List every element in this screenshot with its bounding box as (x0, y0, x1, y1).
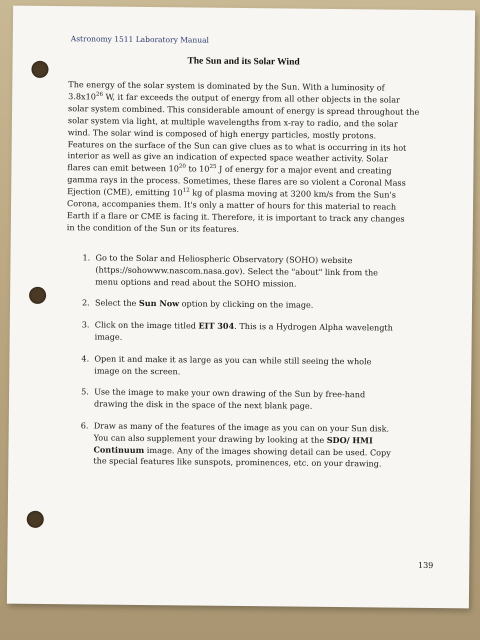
intro-line: solar system via light, at multiple wavelengths from x-ray to radio, and the solar (67, 114, 398, 129)
intro-paragraph (67, 79, 421, 237)
step-6: 6. Draw as many of the features of the image as you can on your Sun disk. You can also supplement your drawing by looking at the SDO/ HMI Continuum image. Any of the images showing detail can be used. Copy the special features like sunspots, prominences, etc. on your drawing. (80, 420, 391, 469)
step-4: 4. Open it and make it as large as you can while still seeing the whole image on the screen. (81, 353, 372, 376)
instruction-list (80, 252, 422, 471)
step-5: 5. Use the image to make your own drawing of the Sun by free-hand drawing the disk in the space of the next blank page. (81, 386, 366, 411)
page-title: The Sun and its Solar Wind (187, 56, 300, 68)
step-2: 2. Select the Sun Now option by clicking on the image. (81, 297, 314, 311)
intro-line: Earth if a flare or CME is facing it. Therefore, it is important to track any changes (66, 210, 405, 224)
intro-line: interior as well as give an indication of expected space weather activity. Solar (67, 150, 388, 164)
step-1: 1. Go to the Solar and Heliospheric Observatory (SOHO) website (https://sohowww.nascom.nasa.gov). Select the "about" link from the menu options and read about the SOHO mission. (82, 252, 379, 289)
intro-line: The energy of the solar system is dominated by the Sun. With a luminosity of (68, 79, 385, 93)
manual-page (7, 6, 475, 609)
intro-line: flares can emit between $10^{20}$ to $10^{25}$ J of energy for a major event and creating (67, 162, 392, 176)
page-number: 139 (417, 560, 434, 571)
manual-header: Astronomy 1511 Laboratory Manual (70, 34, 210, 45)
step-3: 3. Click on the image titled EIT 304. This is a Hydrogen Alpha wavelength image. (81, 319, 393, 342)
intro-line: Features on the surface of the Sun can give clues as to what is occurring in its hot (67, 138, 407, 153)
intro-line: gamma rays in the process. Sometimes, these flares are so violent a Coronal Mass (67, 174, 406, 188)
binder-hole-middle (29, 287, 46, 304)
intro-line: in the condition of the Sun or its features. (66, 222, 240, 234)
intro-line: Corona, accompanies them. It's only a matter of hours for this material to reach (67, 198, 397, 212)
binder-hole-bottom (27, 511, 44, 528)
intro-line: wind. The solar wind is composed of high energy particles, mostly protons. (67, 126, 377, 141)
intro-line: Ejection (CME), emitting $10^{12}$ kg of plasma moving at 3200 km/s from the Sun's (67, 186, 396, 200)
intro-line: $3.8x10^{26}$ W, it far exceeds the output of energy from all other objects in the solar (68, 91, 400, 105)
intro-line: solar system combined. This considerable amount of energy is spread throughout the (68, 102, 420, 117)
